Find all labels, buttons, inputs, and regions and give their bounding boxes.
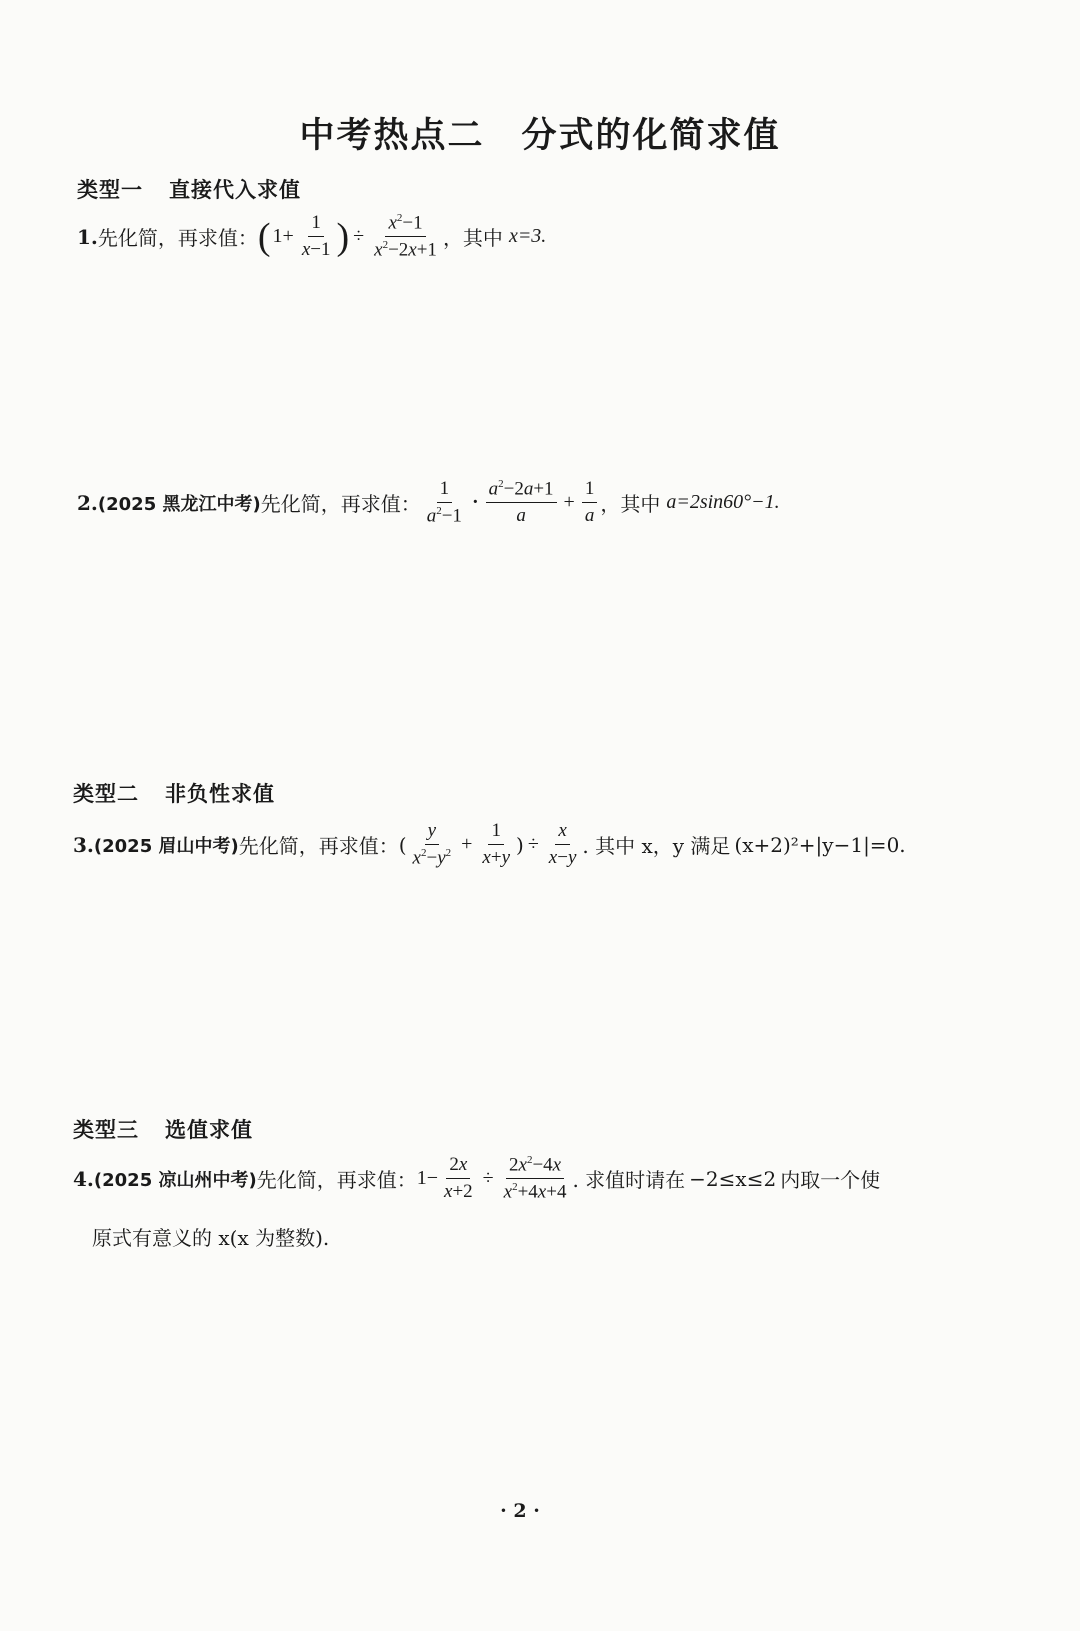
problem-source: (2025 眉山中考)	[93, 835, 239, 857]
section-heading-2	[73, 778, 275, 808]
fraction: $\frac{1}{a^2-1}$	[426, 478, 462, 527]
problem-source: (2025 凉山州中考)	[93, 1169, 257, 1191]
section-name: 选值求值	[165, 1118, 253, 1142]
condition-suffix: 内取一个使	[780, 1168, 881, 1193]
fraction: $\frac{1}{x-1}$	[301, 212, 331, 261]
problem-number: 2.	[77, 490, 98, 515]
fraction: $\frac{y}{x^2-y^2}$	[412, 820, 452, 869]
problem-4-line2: 原式有意义的 x(x 为整数).	[92, 1226, 330, 1250]
page-title: 中考热点二 分式的化简求值	[299, 116, 781, 156]
problem-1	[77, 212, 546, 262]
condition-prefix: . 求值时请在	[572, 1168, 686, 1193]
section-name: 非负性求值	[165, 782, 275, 806]
problem-3	[73, 820, 906, 869]
section-heading-1	[77, 174, 301, 204]
problem-number: 3.	[73, 832, 94, 857]
problem-prompt: 先化简，再求值：	[97, 226, 258, 251]
condition-prefix: ，其中	[442, 226, 503, 251]
section-heading-3	[73, 1114, 253, 1144]
problem-number: 1.	[77, 224, 98, 249]
section-label: 类型三	[73, 1118, 139, 1142]
problem-4	[73, 1154, 880, 1204]
fraction: $\frac{2x^2-4x}{x^2+4x+4}$	[503, 1154, 567, 1203]
fraction: $\frac{1}{x+y}$	[482, 820, 510, 869]
condition: −2≤x≤2	[689, 1166, 777, 1191]
problem-prompt: 先化简，再求值：	[256, 1168, 417, 1193]
fraction: $\frac{a^2-2a+1}{a}$	[486, 478, 557, 527]
problem-prompt: 先化简，再求值：	[238, 834, 399, 859]
fraction: $\frac{x^2-1}{x^2-2x+1}$	[374, 212, 437, 261]
condition-prefix: ，其中	[600, 492, 661, 517]
page-number: · 2 ·	[500, 1500, 540, 1522]
fraction: $\frac{1}{a}$	[582, 478, 598, 527]
problem-source: (2025 黑龙江中考)	[97, 493, 261, 515]
problem-prompt: 先化简，再求值：	[260, 492, 421, 517]
problem-number: 4.	[73, 1166, 94, 1191]
expression-2: $\frac{1}{a^2-1}$ · $\frac{a^2-2a+1}{a}$ + $\frac{1}{a}$	[421, 478, 601, 527]
condition: (x+2)²+|y−1|=0.	[734, 832, 906, 857]
condition-prefix: . 其中 x，y 满足	[582, 834, 731, 859]
problem-2	[77, 478, 780, 527]
fraction: $\frac{x}{x-y}$	[548, 820, 577, 869]
expression-4: 1− $\frac{2x}{x+2}$ ÷ $\frac{2x^2-4x}{x^2+4x+4}$	[417, 1154, 573, 1204]
expression-1: ( 1+ $\frac{1}{x-1}$ ) ÷ $\frac{x^2-1}{x^2-2x+1}$	[258, 212, 443, 262]
section-label: 类型二	[73, 782, 139, 806]
condition: a=2sin60°−1.	[666, 491, 780, 514]
fraction: $\frac{2x}{x+2}$	[444, 1154, 473, 1203]
expression-3: ( $\frac{y}{x^2-y^2}$ + $\frac{1}{x+y}$ ) ÷ $\frac{x}{x-y}$	[399, 820, 583, 869]
section-name: 直接代入求值	[169, 178, 301, 202]
section-label: 类型一	[77, 178, 143, 202]
condition: x=3.	[508, 225, 547, 248]
